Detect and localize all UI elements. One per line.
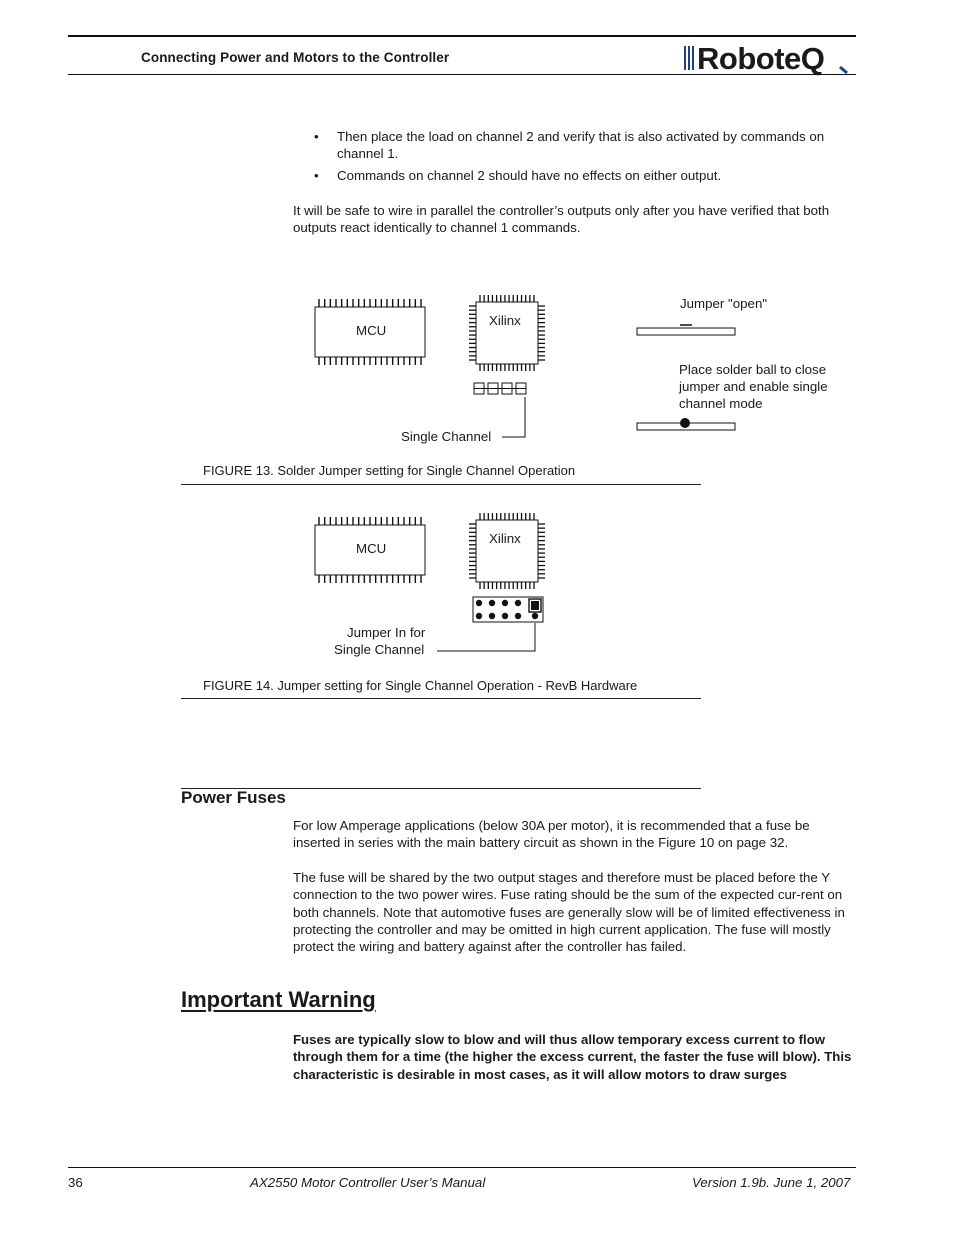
section-title: Connecting Power and Motors to the Controller [141,50,450,65]
svg-text:RoboteQ: RoboteQ [697,41,825,76]
page-number: 36 [68,1175,83,1190]
intro-paragraph: It will be safe to wire in parallel the controller’s outputs only after you have verified that both outputs react identically to channel 1 commands. [293,203,830,236]
header-pin [515,613,521,619]
solder-jumper-pads [474,383,526,394]
header-pin [489,600,495,606]
bullet-item: Then place the load on channel 2 and verify that is also activated by commands on channel 1. [337,129,825,162]
single-channel-leader [502,397,525,437]
bullet-marker: • [314,168,319,183]
mcu-label: MCU [356,541,387,556]
version-text: Version 1.9b. June 1, 2007 [692,1175,851,1190]
solder-note-line: jumper and enable single [679,379,828,394]
power-fuses-paragraph-1: For low Amperage applications (below 30A per motor), it is recommended that a fuse be inserted in series with the main battery circuit as shown in the Figure 10 on page 32. [293,818,810,851]
header-pin [476,613,482,619]
power-fuses-paragraph-2: The fuse will be shared by the two output stages and therefore must be placed before the Y connection to the two power wires. Fuse rating should be the sum of the expected cur-rent on both channels. Note that automotive fuses are generally slow will be of limited effectiveness in protecting the controller and may be omitted in high current application. The fuse will mostly protect the wiring and battery against after the controller has failed. [293,870,845,955]
jumper-closed-detail [637,418,735,430]
mcu-label: MCU [356,323,387,338]
header-bottom-rule [68,74,856,75]
header-pin [476,600,482,606]
jumper-header [473,597,543,622]
header-top-rule [68,35,856,37]
figure-14-diagram [0,505,954,665]
header-pin [489,613,495,619]
header-pin [532,613,538,619]
figure-14-caption: FIGURE 14. Jumper setting for Single Channel Operation - RevB Hardware [203,678,638,693]
xilinx-chip [469,513,545,589]
manual-title: AX2550 Motor Controller User’s Manual [250,1175,486,1190]
header-pin [515,600,521,606]
power-fuses-heading: Power Fuses [181,788,286,807]
header-pin [502,600,508,606]
bullet-marker: • [314,129,319,144]
footer-rule [68,1167,856,1168]
bullet-item: Commands on channel 2 should have no effects on either output. [337,168,722,183]
solder-note-line: Place solder ball to close [679,362,827,377]
xilinx-chip [469,295,545,371]
xilinx-label: Xilinx [489,531,521,546]
jumper-in-leader [437,623,535,651]
jumper-open-label: Jumper "open" [680,296,768,311]
xilinx-label: Xilinx [489,313,521,328]
solder-note-line: channel mode [679,396,763,411]
jumper-in-label-line: Single Channel [334,642,425,657]
important-warning-heading: Important Warning [181,987,376,1012]
single-channel-label: Single Channel [401,429,492,444]
figure-13-rule [181,484,701,485]
figure-14-rule [181,698,701,699]
header-pin [502,613,508,619]
jumper-open-detail [637,325,735,335]
figure-13-caption: FIGURE 13. Solder Jumper setting for Single Channel Operation [203,463,576,478]
warning-text: Fuses are typically slow to blow and will thus allow temporary excess current to flow through them for a time (the higher the excess current, the faster the fuse will blow). This characteristic is desirable in most cases, as it will allow motors to draw surges [293,1032,852,1082]
jumper-in-label-line: Jumper In for [347,625,426,640]
